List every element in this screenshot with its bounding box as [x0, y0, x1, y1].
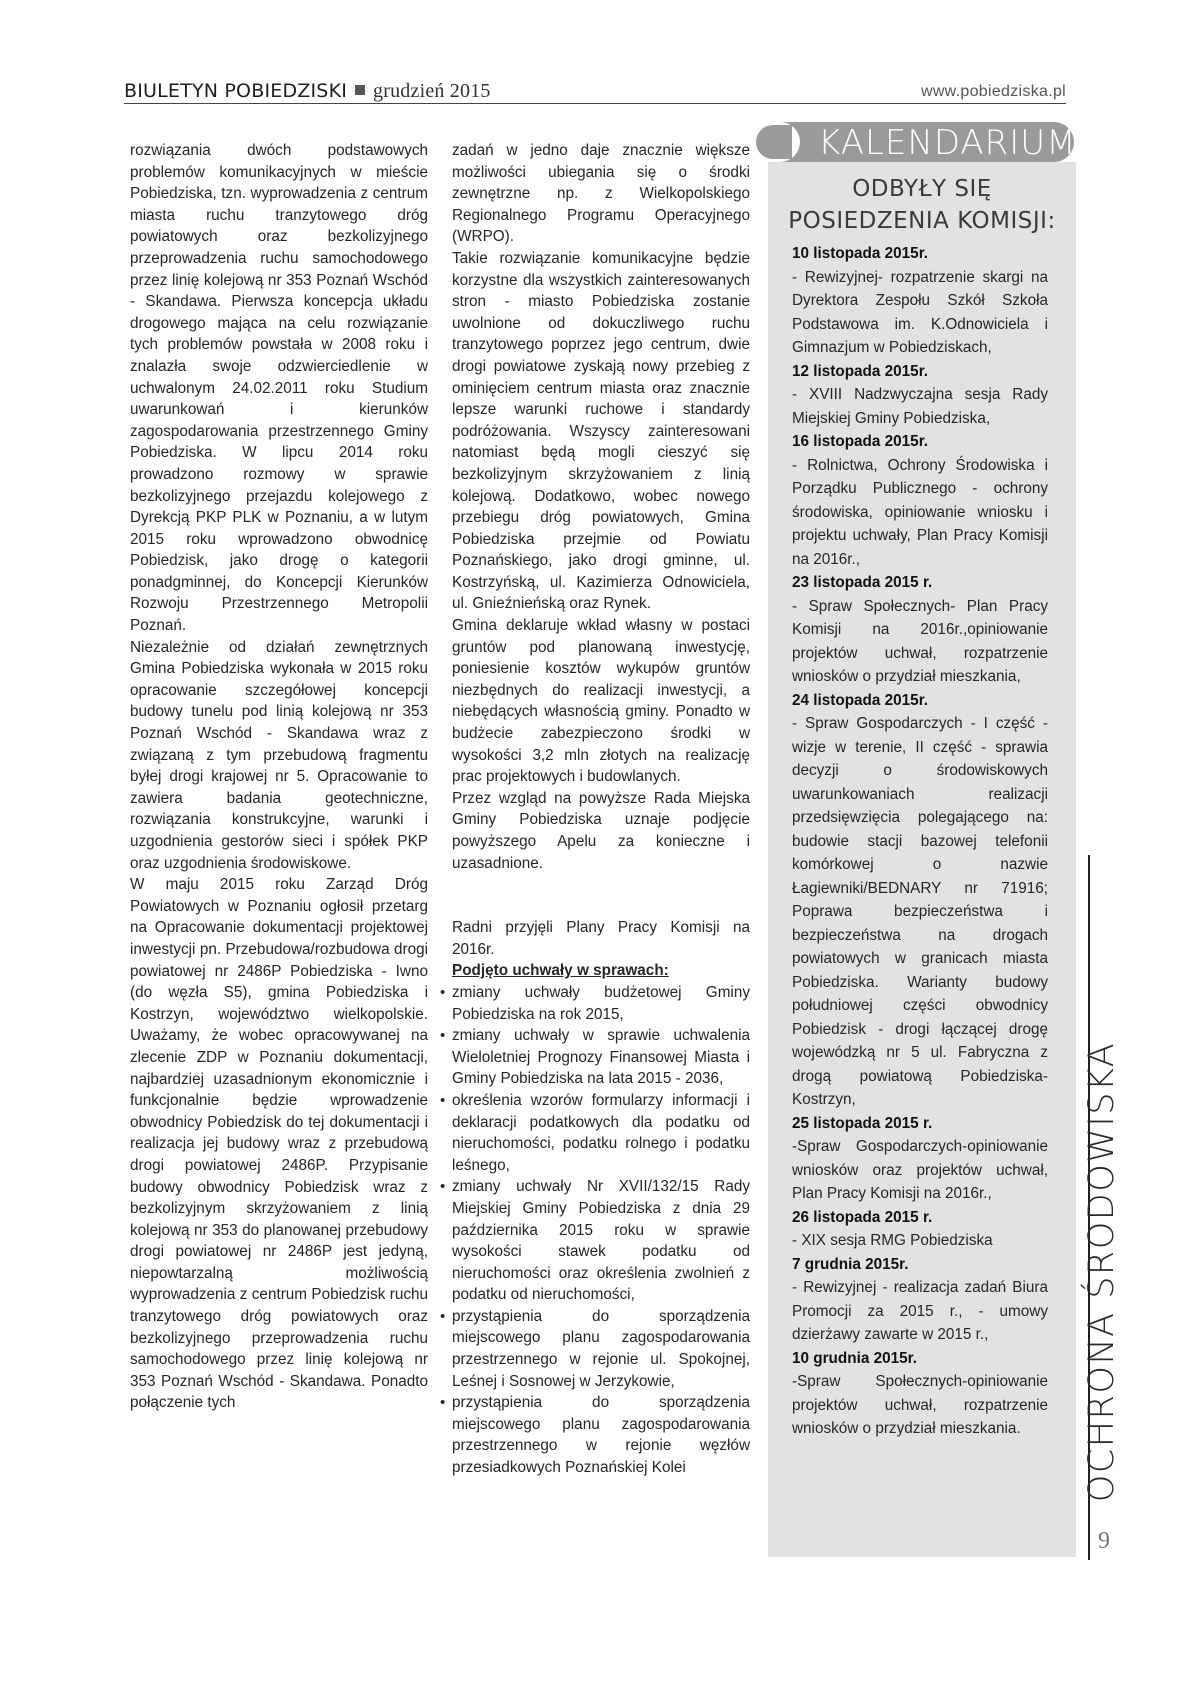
entry-text: - Rewizyjnej- rozpatrzenie skargi na Dyrektora Zespołu Szkół Szkoła Podstawowa im. K.Odnowiciela i Gimnazjum w Pobiedziskach,: [792, 268, 1048, 356]
entry-text: - XIX sesja RMG Pobiedziska: [792, 1232, 993, 1249]
paragraph: rozwiązania dwóch podstawowych problemów komunikacyjnych w mieście Pobiedziska, tzn. wyprowadzenia z centrum miasta ruchu tranzytowego dróg powiatowych oraz bezkolizyjnego przeprowadzenia ruchu samochodowego przez linię kolejową nr 353 Poznań Wschód - Skandawa. Pierwsza koncepcja układu drogowego mająca na celu rozwiązanie tych problemów powstała w 2008 roku i znalazła swoje odzwierciedlenie w uchwalonym 24.02.2011 roku Studium uwarunkowań i kierunków zagospodarowania przestrzennego Gminy Pobiedziska. W lipcu 2014 roku prowadzono rozmowy w sprawie bezkolizyjnego przejazdu kolejowego z Dyrekcją PKP PLK w Poznaniu, a w lutym 2015 roku wprowadzono obwodnicę Pobiedzisk, jako drogę o kategorii ponadgminnej, do Koncepcji Kierunków Rozwoju Przestrzennego Metropolii Poznań.: [130, 142, 428, 635]
list-item: • zmiany uchwały w sprawie uchwalenia Wieloletniej Prognozy Finansowej Miasta i Gminy Pobiedziska na lata 2015 - 2036,: [440, 1027, 750, 1088]
header-divider: [124, 103, 1066, 104]
resolutions-heading: Podjęto uchwały w sprawach:: [452, 962, 669, 980]
entry-date: 10 listopada 2015r.: [792, 245, 929, 262]
resolutions-list: [440, 982, 750, 1479]
paragraph: Takie rozwiązanie komunikacyjne będzie korzystne dla wszystkich zainteresowanych stron - miasto Pobiedziska zostanie uwolnione od dokuczliwego ruchu tranzytowego poprzez jego centrum, dwie drogi powiatowe zyskają nowy przebieg z ominięciem centrum miasta oraz znacznie lepsze warunki ruchowe i standardy podróżowania. Wszyscy zainteresowani natomiast będą mogli cieszyć się bezkolizyjnym skrzyżowaniem z linią kolejową. Dodatkowo, wobec nowego przebiegu dróg powiatowych, Gmina Pobiedziska przejmie od Powiatu Poznańskiego, jako drogi gminne, ul. Kostrzyńską, ul. Kazimierza Odnowiciela, ul. Gnieźnieńską oraz Rynek.: [452, 249, 750, 613]
calendar-banner: [756, 122, 1077, 163]
list-item: • przystąpienia do sporządzenia miejscowego planu zagospodarowania przestrzennego w rejonie ul. Spokojnej, Leśnej i Sosnowej w Jerzykowie,: [440, 1307, 750, 1390]
list-item: • przystąpienia do sporządzenia miejscowego planu zagospodarowania przestrzennego w rejonie węzłów przesiadkowych Poznańskiej Kolei: [440, 1394, 750, 1477]
square-separator-icon: [355, 85, 365, 95]
banner-cap-fill: [756, 125, 792, 159]
entry-date: 16 listopada 2015r.: [792, 433, 929, 450]
entry-text: - XVIII Nadzwyczajna sesja Rady Miejskiej Gminy Pobiedziska,: [792, 386, 1048, 427]
entry-date: 7 grudnia 2015r.: [792, 1255, 909, 1273]
spacer: [452, 874, 750, 917]
article-column-1: [130, 140, 428, 1414]
page-header: [124, 80, 1066, 104]
entry-date: 25 listopada 2015 r.: [792, 1114, 933, 1132]
list-item: • zmiany uchwały budżetowej Gminy Pobiedziska na rok 2015,: [440, 983, 750, 1023]
website-link[interactable]: www.pobiedziska.pl: [920, 83, 1066, 100]
entry-text: -Spraw Gospodarczych-opiniowanie wniosków oraz projektów uchwał, Plan Pracy Komisji na 2016r.,: [792, 1138, 1048, 1202]
issue-date: grudzień 2015: [373, 80, 491, 102]
entry-date: 10 grudnia 2015r.: [792, 1349, 917, 1367]
entry-date: 23 listopada 2015 r.: [792, 574, 933, 591]
entry-text: - Rewizyjnej - realizacja zadań Biura Promocji za 2015 r., - umowy dzierżawy zawarte w 2015 r.,: [792, 1279, 1048, 1343]
entry-date: 24 listopada 2015r.: [792, 691, 929, 709]
bullet-icon: •: [440, 1178, 446, 1196]
entry-text: -Spraw Społecznych-opiniowanie projektów uchwał, rozpatrzenie wniosków o przydział mieszkania.: [792, 1373, 1048, 1437]
calendar-title: KALENDARIUM: [818, 123, 1077, 163]
paragraph: Niezależnie od działań zewnętrznych Gmina Pobiedziska wykonała w 2015 roku opracowanie szczegółowej koncepcji budowy tunelu pod linią kolejową nr 353 Poznań Wschód - Skandawa wraz z związaną z tym przebudową fragmentu byłej drogi krajowej nr 5. Opracowanie to zawiera badania geotechniczne, rozwiązania konstrukcyjne, warunki i uzgodnienia gestorów sieci i spółek PKP oraz uzgodnienia środowiskowe.: [130, 638, 428, 872]
entry-date: 26 listopada 2015 r.: [792, 1208, 933, 1226]
entry-text: - Spraw Społecznych- Plan Pracy Komisji na 2016r.,opiniowanie projektów uchwał, rozpatrzenie wniosków o przydział mieszkania,: [792, 597, 1048, 685]
paragraph: zadań w jedno daje znacznie większe możliwości ubiegania się o środki zewnętrzne np. z Wielkopolskiego Regionalnego Programu Operacyjnego (WRPO).: [452, 142, 750, 246]
publication-title: BIULETYN POBIEDZISKI: [124, 80, 348, 102]
bullet-icon: •: [440, 1307, 446, 1325]
bullet-icon: •: [440, 1394, 446, 1412]
entry-text: - Spraw Gospodarczych - I część - wizje w terenie, II część - sprawia decyzji o środowiskowych uwarunkowaniach realizacji przedsięwzięcia polegającego na: budowie stacji bazowej telefonii komórkowej o nazwie Łagiewniki/BEDNARY nr 71916; Poprawa bezpieczeństwa i bezpieczeństwa na drogach powiatowych w granicach miasta Pobiedziska. Warianty budowy południowej części obwodnicy Pobiedzisk - drogi łączącej drogę wojewódzką nr 5 ul. Fabryczna z drogą powiatową Pobiedziska-Kostrzyn,: [792, 715, 1048, 1108]
entry-text: - Rolnictwa, Ochrony Środowiska i Porządku Publicznego - ochrony środowiska, opiniowanie wniosku i projektu uchwały, Plan Pracy Komisji na 2016r.,: [792, 456, 1048, 568]
calendar-entries: [792, 242, 1048, 1441]
entry-date: 12 listopada 2015r.: [792, 362, 929, 380]
plans-note: Radni przyjęli Plany Pracy Komisji na 2016r.: [452, 919, 750, 958]
page-number: 9: [1098, 1528, 1110, 1554]
list-item: • określenia wzorów formularzy informacji i deklaracji podatkowych dla podatku od nieruchomości, podatku rolnego i podatku leśnego,: [440, 1091, 750, 1174]
bullet-icon: •: [440, 983, 446, 1001]
bullet-icon: •: [440, 1027, 446, 1045]
article-column-2: [440, 140, 750, 1479]
publication-masthead: [124, 80, 491, 103]
calendar-heading: ODBYŁY SIĘ POSIEDZENIA KOMISJI:: [788, 176, 1056, 234]
list-item: • zmiany uchwały Nr XVII/132/15 Rady Miejskiej Gminy Pobiedziska z dnia 29 października 2015 roku w sprawie wysokości stawek podatku od nieruchomości oraz określenia zwolnień z podatku od nieruchomości,: [440, 1178, 750, 1304]
bullet-icon: •: [440, 1091, 446, 1109]
section-label: OCHRONA ŚRODOWISKA: [1082, 1041, 1122, 1503]
paragraph: Przez wzgląd na powyższe Rada Miejska Gminy Pobiedziska uznaje podjęcie powyższego Apelu za konieczne i uzasadnione.: [452, 789, 750, 872]
paragraph: Gmina deklaruje wkład własny w postaci gruntów pod planowaną inwestycję, poniesienie kosztów wykupów gruntów niezbędnych do realizacji inwestycji, a niebędących własnością gminy. Ponadto w budżecie zabezpieczono środki w wysokości 3,2 mln złotych na realizację prac projektowych i budowlanych.: [452, 617, 750, 786]
paragraph: W maju 2015 roku Zarząd Dróg Powiatowych w Poznaniu ogłosił przetarg na Opracowanie dokumentacji projektowej inwestycji pn. Przebudowa/rozbudowa drogi powiatowej nr 2486P Pobiedziska - Iwno (do węzła S5), gmina Pobiedziska i Kostrzyn, województwo wielkopolskie. Uważamy, że wobec opracowywanej na zlecenie ZDP w Poznaniu dokumentacji, najbardziej uzasadnionym ekonomicznie i funkcjonalnie będzie wprowadzenie obwodnicy Pobiedzisk do tej dokumentacji i realizacja jej budowy wraz z przebudową drogi powiatowej 2486P. Przypisanie budowy obwodnicy Pobiedzisk wraz z bezkolizyjnym skrzyżowaniem z linią kolejową nr 353 do planowanej przebudowy drogi powiatowej nr 2486P jest jedyną, niepowtarzalną możliwością wyprowadzenia z centrum Pobiedzisk ruchu tranzytowego dróg powiatowych oraz bezkolizyjnego przeprowadzenia ruchu samochodowego przez linię kolejową nr 353 Poznań Wschód - Skandawa. Ponadto połączenie tych: [130, 876, 428, 1412]
